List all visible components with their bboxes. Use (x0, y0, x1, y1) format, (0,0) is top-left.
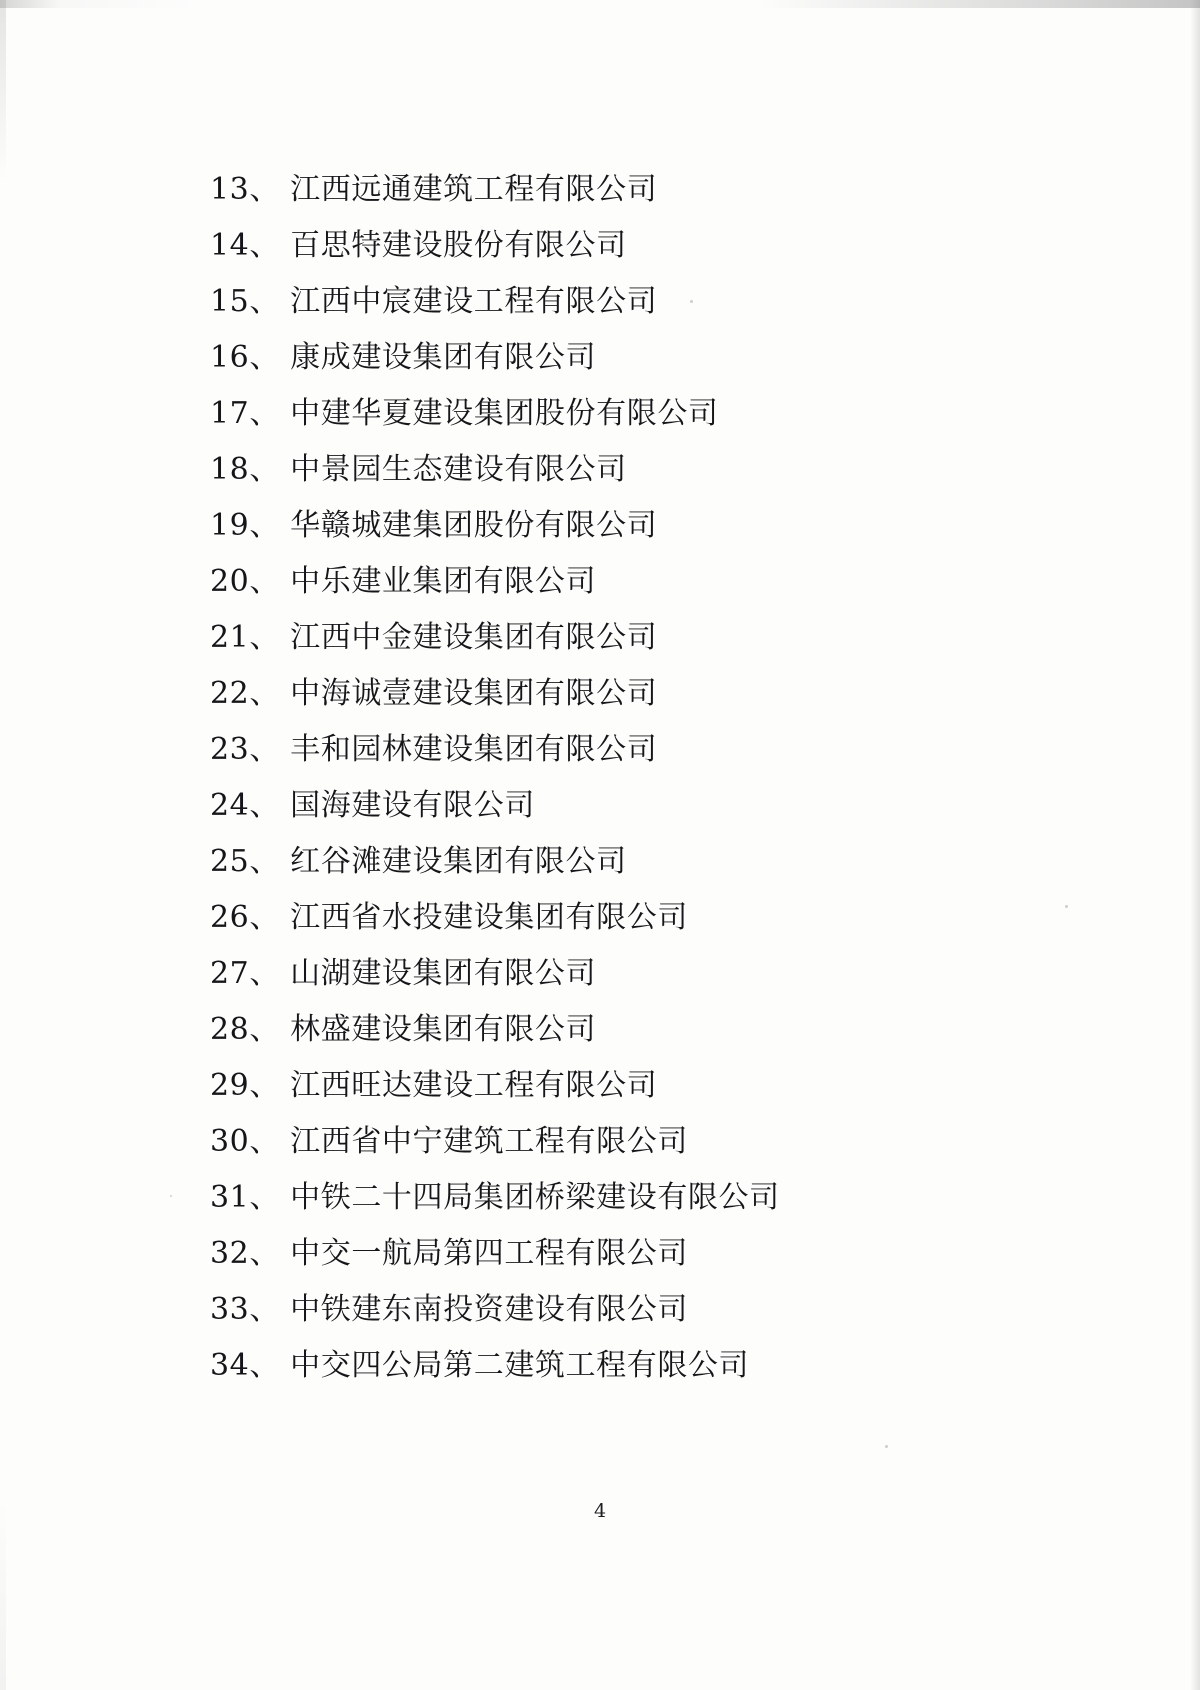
list-item-label: 百思特建设股份有限公司 (290, 228, 627, 263)
list-item-label: 江西远通建筑工程有限公司 (290, 172, 658, 207)
scan-speck (885, 1445, 888, 1448)
list-item-index: 18、 (210, 452, 280, 487)
list-item (210, 1292, 1010, 1327)
list-item (210, 508, 1010, 543)
scan-edge-left (0, 0, 6, 1690)
list-item-index: 29、 (210, 1068, 280, 1103)
list-item (210, 676, 1010, 711)
list-item (210, 844, 1010, 879)
list-item (210, 732, 1010, 767)
list-item-index: 31、 (210, 1180, 280, 1215)
list-item-index: 14、 (210, 228, 280, 263)
list-item (210, 228, 1010, 263)
list-item-index: 27、 (210, 956, 280, 991)
list-item-label: 中铁二十四局集团桥梁建设有限公司 (290, 1180, 780, 1215)
list-item (210, 172, 1010, 207)
list-item-label: 山湖建设集团有限公司 (290, 956, 597, 991)
list-item-label: 中交四公局第二建筑工程有限公司 (290, 1348, 750, 1383)
list-item (210, 396, 1010, 431)
list-item-label: 中海诚壹建设集团有限公司 (290, 676, 658, 711)
list-item-index: 24、 (210, 788, 280, 823)
list-item-label: 华赣城建集团股份有限公司 (290, 508, 658, 543)
list-item (210, 452, 1010, 487)
list-item-label: 林盛建设集团有限公司 (290, 1012, 597, 1047)
list-item (210, 900, 1010, 935)
list-item (210, 284, 1010, 319)
list-item-index: 19、 (210, 508, 280, 543)
list-item-index: 17、 (210, 396, 280, 431)
list-item-index: 30、 (210, 1124, 280, 1159)
list-item-label: 中景园生态建设有限公司 (290, 452, 627, 487)
company-list (210, 172, 1010, 1407)
scan-speck (170, 1195, 172, 1197)
list-item (210, 340, 1010, 375)
list-item-index: 20、 (210, 564, 280, 599)
list-item-label: 江西省中宁建筑工程有限公司 (290, 1124, 688, 1159)
scan-speck (1065, 905, 1068, 908)
list-item-index: 25、 (210, 844, 280, 879)
list-item (210, 1180, 1010, 1215)
list-item-label: 中交一航局第四工程有限公司 (290, 1236, 688, 1271)
list-item-index: 13、 (210, 172, 280, 207)
list-item-index: 15、 (210, 284, 280, 319)
list-item-label: 中铁建东南投资建设有限公司 (290, 1292, 688, 1327)
list-item-label: 红谷滩建设集团有限公司 (290, 844, 627, 879)
list-item-index: 34、 (210, 1348, 280, 1383)
scan-edge-right (1190, 0, 1200, 1690)
list-item (210, 1012, 1010, 1047)
list-item-index: 16、 (210, 340, 280, 375)
list-item-label: 江西中金建设集团有限公司 (290, 620, 658, 655)
list-item (210, 1068, 1010, 1103)
list-item-label: 康成建设集团有限公司 (290, 340, 597, 375)
list-item-index: 23、 (210, 732, 280, 767)
list-item-index: 21、 (210, 620, 280, 655)
list-item-label: 江西旺达建设工程有限公司 (290, 1068, 658, 1103)
list-item-index: 28、 (210, 1012, 280, 1047)
list-item (210, 1348, 1010, 1383)
list-item-index: 32、 (210, 1236, 280, 1271)
list-item-label: 国海建设有限公司 (290, 788, 535, 823)
list-item (210, 1236, 1010, 1271)
list-item-label: 江西中宸建设工程有限公司 (290, 284, 658, 319)
list-item-label: 中乐建业集团有限公司 (290, 564, 597, 599)
list-item-label: 江西省水投建设集团有限公司 (290, 900, 688, 935)
list-item (210, 564, 1010, 599)
list-item (210, 620, 1010, 655)
scan-edge-top (0, 0, 1200, 8)
list-item (210, 788, 1010, 823)
list-item-index: 26、 (210, 900, 280, 935)
list-item-index: 33、 (210, 1292, 280, 1327)
page-number: 4 (593, 1500, 607, 1522)
list-item-index: 22、 (210, 676, 280, 711)
list-item (210, 1124, 1010, 1159)
list-item-label: 中建华夏建设集团股份有限公司 (290, 396, 719, 431)
list-item-label: 丰和园林建设集团有限公司 (290, 732, 658, 767)
list-item (210, 956, 1010, 991)
